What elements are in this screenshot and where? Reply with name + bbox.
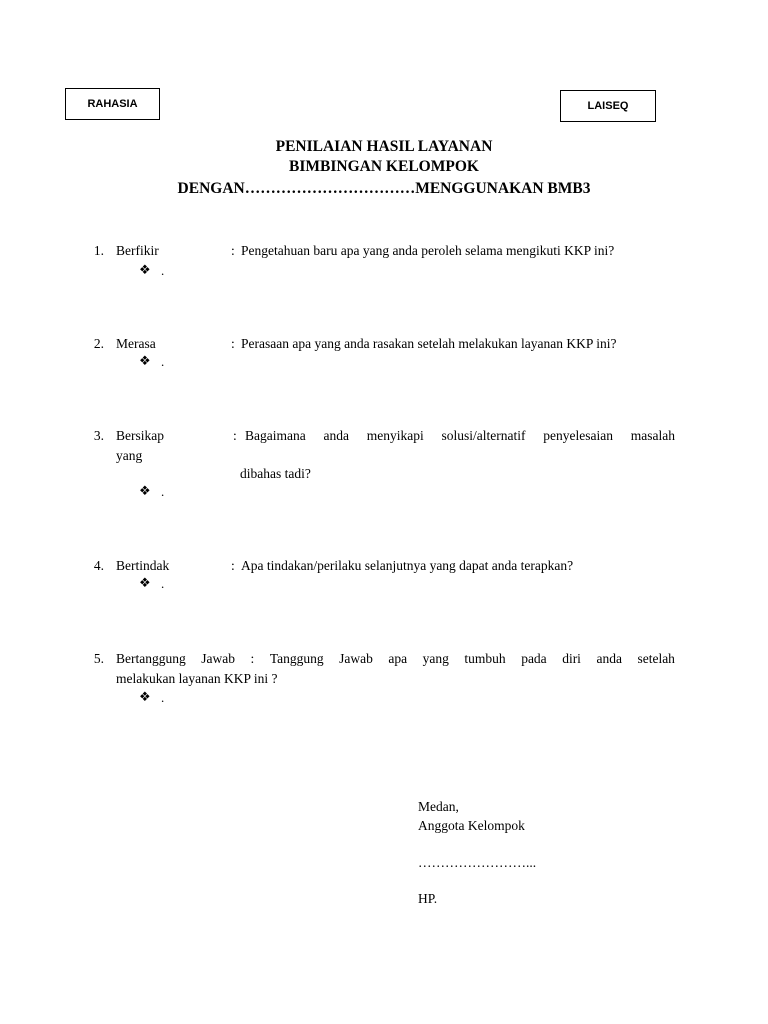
question-3-category-cont: yang <box>116 448 143 463</box>
question-word: masalah <box>630 428 675 443</box>
question-2-text: Perasaan apa yang anda rasakan setelah melakukan layanan KKP ini? <box>241 336 617 351</box>
question-5-text-cont: melakukan layanan KKP ini ? <box>116 671 278 686</box>
question-word: diri <box>562 651 581 666</box>
question-5-number: 5. <box>93 651 104 666</box>
question-5-text <box>116 649 675 669</box>
question-3-colon: : <box>233 428 237 443</box>
rahasia-label: RAHASIA <box>87 98 138 110</box>
question-2-colon: : <box>231 336 235 351</box>
question-word: apa <box>388 651 408 666</box>
diamond-bullet-icon: ❖ <box>139 689 151 704</box>
question-word: Bertanggung <box>116 651 186 666</box>
question-1-text: Pengetahuan baru apa yang anda peroleh selama mengikuti KKP ini? <box>241 243 615 258</box>
signature-place: Medan, <box>418 799 459 814</box>
question-word: menyikapi <box>366 428 424 443</box>
question-3-number: 3. <box>93 428 104 443</box>
question-word: anda <box>323 428 349 443</box>
question-word: Tanggung <box>269 651 324 666</box>
signature-phone: HP. <box>418 891 438 906</box>
diamond-bullet-icon: ❖ <box>139 483 151 498</box>
question-word: setelah <box>637 651 675 666</box>
signature-role: Anggota Kelompok <box>418 818 525 833</box>
question-4-category: Bertindak <box>116 558 170 573</box>
question-3-text-cont: dibahas tadi? <box>240 466 311 481</box>
question-1-number: 1. <box>93 243 104 258</box>
question-word: tumbuh <box>464 651 506 666</box>
question-word: yang <box>422 651 449 666</box>
question-word: Jawab <box>339 651 373 666</box>
question-word: anda <box>596 651 622 666</box>
signature-name-line[interactable]: ……………………... <box>418 855 537 870</box>
question-3-answer[interactable]: . <box>161 484 165 499</box>
title-line-3: DENGAN……………………………MENGGUNAKAN BMB3 <box>177 180 591 197</box>
question-2-answer[interactable]: . <box>161 354 165 369</box>
question-2-number: 2. <box>93 336 104 351</box>
question-2-category: Merasa <box>116 336 156 351</box>
question-3-text <box>245 426 675 446</box>
question-4-colon: : <box>231 558 235 573</box>
question-word: penyelesaian <box>543 428 613 443</box>
question-word: pada <box>521 651 547 666</box>
laiseq-label-box <box>560 90 656 122</box>
question-3-category: Bersikap <box>116 428 164 443</box>
question-4-text: Apa tindakan/perilaku selanjutnya yang dapat anda terapkan? <box>241 558 574 573</box>
question-4-answer[interactable]: . <box>161 576 165 591</box>
question-1-answer[interactable]: . <box>161 263 165 278</box>
title-line-2: BIMBINGAN KELOMPOK <box>289 158 479 175</box>
question-word: solusi/alternatif <box>441 428 526 443</box>
question-word: : <box>250 651 255 666</box>
question-word: Jawab <box>201 651 236 666</box>
rahasia-label-box <box>65 88 160 120</box>
question-5-answer[interactable]: . <box>161 690 165 705</box>
question-1-colon: : <box>231 243 235 258</box>
laiseq-label: LAISEQ <box>587 100 629 112</box>
title-line-1: PENILAIAN HASIL LAYANAN <box>275 138 493 155</box>
diamond-bullet-icon: ❖ <box>139 575 151 590</box>
question-word: Bagaimana <box>245 428 306 443</box>
question-1-category: Berfikir <box>116 243 159 258</box>
diamond-bullet-icon: ❖ <box>139 353 151 368</box>
diamond-bullet-icon: ❖ <box>139 262 151 277</box>
question-4-number: 4. <box>93 558 104 573</box>
